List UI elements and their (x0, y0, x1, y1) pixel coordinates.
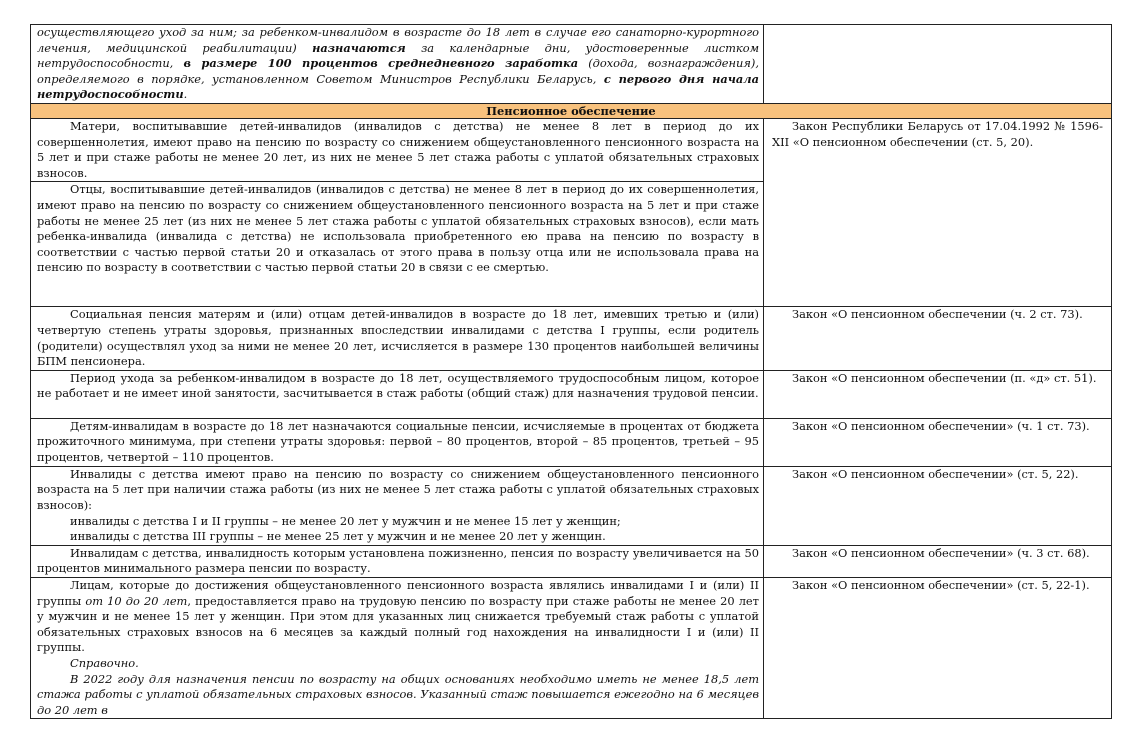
row-text: Матери, воспитывавшие детей-инвалидов (инвалидов с детства) не менее 8 лет в период до их совершеннолетия, имеют право на пенсию по возрасту со снижением общеустановленного пенсионного возраста на 5 лет и при стаже работы не менее 20 лет, из них не менее 5 лет стажа работы с уплатой обязательных страховых взносов. (37, 119, 759, 180)
benefits-table (30, 24, 1112, 719)
law-reference: Закон Республики Беларусь от 17.04.1992 № 1596-XII «О пенсионном обеспечении (ст. 5, 20). (772, 119, 1103, 149)
row-text: , предоставляется право на трудовую пенсию по возрасту при стаже работы не менее 20 лет у мужчин и не менее 15 лет у женщин. При этом для указанных лиц снижается требуемый стаж работы с уплатой обязательных страховых взносов на 6 месяцев за каждый полный год нахождения на инвалидности I и (или) II группы. (37, 593, 759, 655)
law-reference: Закон «О пенсионном обеспечении» (ч. 3 ст. 68). (792, 545, 1090, 560)
section-title: Пенсионное обеспечение (31, 104, 1112, 119)
law-reference: Закон «О пенсионном обеспечении (ч. 2 ст. 73). (792, 307, 1083, 322)
note-text: В 2022 году для назначения пенсии по возрасту на общих основаниях необходимо иметь не менее 18,5 лет стажа работы с уплатой обязательных страховых взносов. Указанный стаж повышается ежегодно на 6 месяцев до 20 лет в (37, 671, 759, 717)
table-row (31, 545, 1112, 577)
row-left (31, 182, 764, 307)
row-right (764, 577, 1112, 718)
row-left (31, 545, 764, 577)
table-row (31, 119, 1112, 182)
row-right (764, 466, 1112, 545)
row-text: Лицам, которые до достижения общеустановленного пенсионного возраста являлись инвалидами I и (или) II группы (37, 577, 759, 608)
row-text: Детям-инвалидам в возрасте до 18 лет назначаются социальные пенсии, исчисляемые в процентах от бюджета прожиточного минимума, при степени утраты здоровья: первой – 80 процентов, второй – 85 процентов, третьей – 95 процентов, четвертой – 110 процентов. (37, 418, 759, 464)
law-reference: Закон «О пенсионном обеспечении» (ст. 5, 22). (792, 466, 1079, 481)
text-bold: назначаются (312, 40, 406, 55)
row-right (764, 119, 1112, 307)
row-left (31, 466, 764, 545)
table-row (31, 418, 1112, 466)
text-bold: с первого дня начала нетрудоспособности (37, 71, 760, 102)
text: (дохода, вознаграждения), определяемого в порядке, установленном Советом Министров Республики Беларусь, (37, 56, 759, 86)
top-row-right (764, 25, 1112, 104)
text: осуществляющего уход за ним; за ребенком-инвалидом в возрасте до 18 лет в случае его санаторно-курортного лечения, медицинской реабилитации) (37, 25, 759, 55)
row-left (31, 577, 764, 718)
row-text: Социальная пенсия матерям и (или) отцам детей-инвалидов в возрасте до 18 лет, имевших третью и (или) четвертую степень утраты здоровья, признанных впоследствии инвалидами с детства I группы, если родитель (родители) осуществлял уход за ними не менее 20 лет, исчисляется в размере 130 процентов наибольшей величины БПМ пенсионера. (37, 307, 759, 369)
law-reference: Закон «О пенсионном обеспечении (п. «д» ст. 51). (792, 370, 1097, 385)
top-row-left (31, 25, 764, 104)
law-reference: Закон «О пенсионном обеспечении» (ч. 1 ст. 73). (792, 418, 1090, 433)
table-row (31, 25, 1112, 104)
row-left (31, 307, 764, 370)
text: . (183, 87, 188, 102)
section-header-row (31, 104, 1112, 119)
row-text-italic: от 10 до 20 лет (85, 593, 188, 608)
table-row (31, 370, 1112, 418)
row-subitem: инвалиды с детства I и II группы – не менее 20 лет у мужчин и не менее 15 лет у женщин; (70, 513, 621, 528)
row-text: Инвалидам с детства, инвалидность которым установлена пожизненно, пенсия по возрасту увеличивается на 50 процентов минимального размера пенсии по возрасту. (37, 545, 759, 576)
row-subitem: инвалиды с детства III группы – не менее 25 лет у мужчин и не менее 20 лет у женщин. (70, 529, 606, 544)
text: за календарные дни, удостоверенные листком нетрудоспособности, (37, 40, 760, 71)
table-row (31, 466, 1112, 545)
row-right (764, 307, 1112, 370)
row-text: Инвалиды с детства имеют право на пенсию по возрасту со снижением общеустановленного пенсионного возраста на 5 лет при наличии стажа работы (из них не менее 5 лет стажа работы с уплатой обязательных страховых взносов): (37, 466, 759, 512)
row-right (764, 370, 1112, 418)
law-reference: Закон «О пенсионном обеспечении» (ст. 5, 22-1). (792, 577, 1090, 592)
row-right (764, 545, 1112, 577)
row-left (31, 119, 764, 182)
note-title: Справочно. (70, 655, 139, 670)
row-left (31, 370, 764, 418)
table-row (31, 577, 1112, 718)
row-text: Период ухода за ребенком-инвалидом в возрасте до 18 лет, осуществляемого трудоспособным лицом, которое не работает и не имеет иной занятости, засчитывается в стаж работы (общий стаж) для назначения трудовой пенсии. (37, 370, 759, 401)
text-bold: в размере 100 процентов среднедневного заработка (183, 56, 579, 71)
row-right (764, 418, 1112, 466)
row-text: Отцы, воспитывавшие детей-инвалидов (инвалидов с детства) не менее 8 лет в период до их совершеннолетия, имеют право на пенсию по возрасту со снижением общеустановленного пенсионного возраста на 5 лет и при стаже работы не менее 25 лет (из них не менее 5 лет стажа работы с уплатой обязательных страховых взносов), если мать ребенка-инвалида (инвалида с детства) не использовала приобретенного ею права на пенсию по возрасту в соответствии с частью первой статьи 20 и отказалась от этого права в пользу отца или не использовала права на пенсию по возрасту в соответствии с частью первой статьи 20 в связи с ее смертью. (37, 182, 759, 275)
row-left (31, 418, 764, 466)
table-row (31, 307, 1112, 370)
